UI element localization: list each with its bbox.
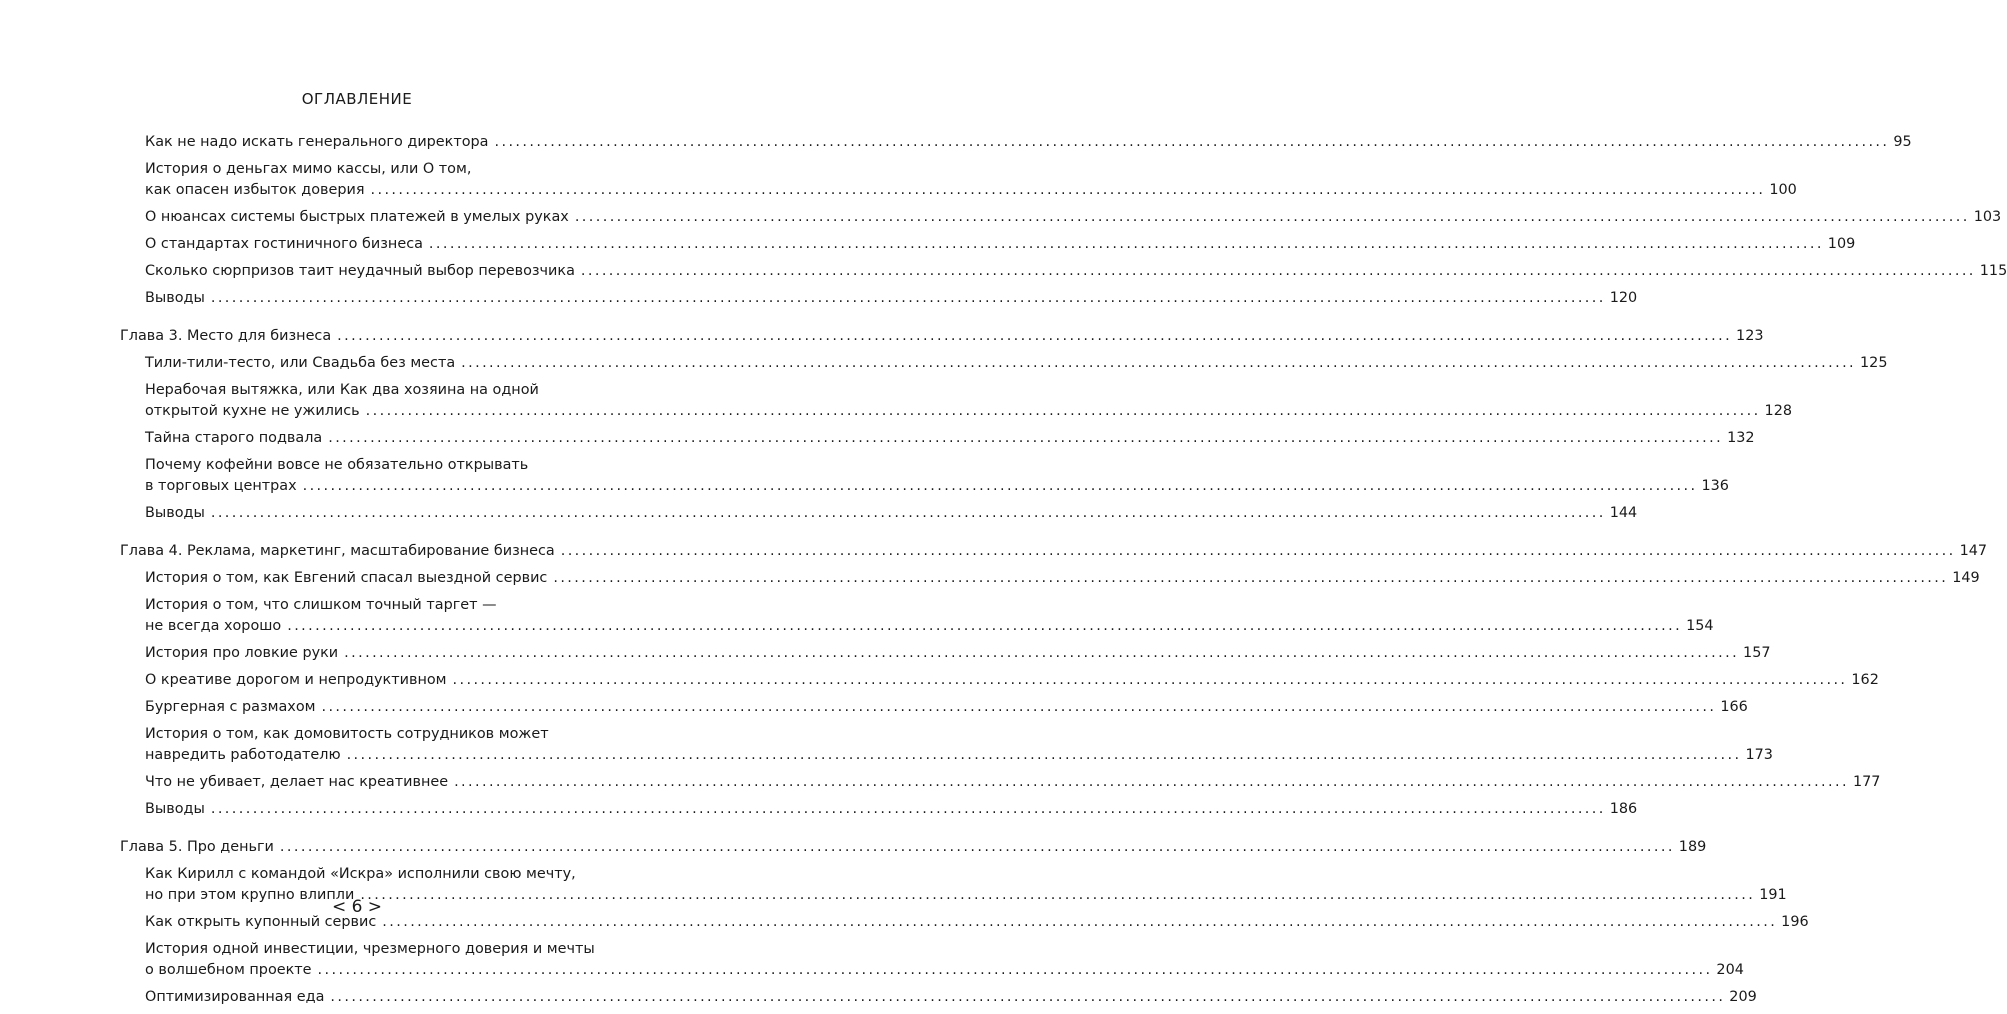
toc-entry-title-line: История о деньгах мимо кассы, или О том, xyxy=(145,161,472,177)
toc-entry xyxy=(145,987,1757,1008)
toc-entry-title-line: История о том, что слишком точный таргет — xyxy=(145,597,497,613)
dot-leader: ........................................................................................................................................................................................................ xyxy=(330,989,1726,1005)
toc-entry xyxy=(145,670,1879,691)
toc-entry-title: открытой кухне не ужились xyxy=(145,403,360,419)
toc-entry xyxy=(145,207,2002,228)
toc-entry-page: 128 xyxy=(1764,403,1793,419)
toc-entry-title: Как не надо искать генерального директора xyxy=(145,134,489,150)
toc-entry-page: 186 xyxy=(1609,801,1638,817)
toc-entry-page: 100 xyxy=(1769,182,1797,198)
toc-entry-page: 147 xyxy=(1959,543,1988,559)
toc-chapter xyxy=(120,541,1988,562)
toc-entry-title: как опасен избыток доверия xyxy=(145,182,365,198)
toc-entry-title: Глава 3. Место для бизнеса xyxy=(120,328,332,344)
toc-entry-title: но при этом крупно влипли xyxy=(145,887,355,903)
dot-leader: ........................................................................................................................................................................................................ xyxy=(560,543,1956,559)
dot-leader: ........................................................................................................................................................................................................ xyxy=(344,645,1740,661)
dot-leader: ........................................................................................................................................................................................................ xyxy=(454,774,1849,790)
toc-entry-page: 95 xyxy=(1893,134,1912,150)
toc-entry-title: Сколько сюрпризов таит неудачный выбор перевозчика xyxy=(145,263,575,279)
toc-entry xyxy=(145,595,1714,637)
toc-entry-title: О нюансах системы быстрых платежей в умелых руках xyxy=(145,209,569,225)
toc-entry xyxy=(145,568,1980,589)
toc-entry xyxy=(145,353,1888,374)
dot-leader: ........................................................................................................................................................................................................ xyxy=(580,263,1976,279)
toc-entry-page: 189 xyxy=(1678,839,1707,855)
toc-entry-page: 149 xyxy=(1952,570,1980,586)
toc-entry-page: 144 xyxy=(1609,505,1638,521)
toc-entry-title: О стандартах гостиничного бизнеса xyxy=(145,236,423,252)
dot-leader: ........................................................................................................................................................................................................ xyxy=(452,672,1848,688)
toc-entry xyxy=(145,799,1638,820)
toc-entry xyxy=(145,503,1638,524)
toc-entry-page: 115 xyxy=(1979,263,2007,279)
page-title: ОГЛАВЛЕНИЕ xyxy=(301,90,413,108)
toc-entry-page: 136 xyxy=(1701,478,1729,494)
dot-leader: ........................................................................................................................................................................................................ xyxy=(370,182,1766,198)
toc-entry xyxy=(145,132,1912,153)
dot-leader: ........................................................................................................................................................................................................ xyxy=(321,699,1717,715)
toc-entry-title-line: Как Кирилл с командой «Искра» исполнили свою мечту, xyxy=(145,866,576,882)
toc-entry-page: 109 xyxy=(1827,236,1856,252)
toc-entry-page: 204 xyxy=(1716,962,1744,978)
dot-leader: ........................................................................................................................................................................................................ xyxy=(210,505,1606,521)
toc-entry-title: Бургерная с размахом xyxy=(145,699,316,715)
toc-entry xyxy=(145,380,1793,422)
toc-entry-title: Тили-тили-тесто, или Свадьба без места xyxy=(145,355,456,371)
toc-entry-page: 157 xyxy=(1743,645,1771,661)
toc-entry-title: о волшебном проекте xyxy=(145,962,312,978)
toc-entry xyxy=(145,697,1748,718)
toc-entry-title: Оптимизированная еда xyxy=(145,989,325,1005)
toc-entry-page: 191 xyxy=(1759,887,1787,903)
toc-entry xyxy=(145,288,1638,309)
toc-entry xyxy=(145,939,1744,981)
toc-entry-page: 196 xyxy=(1781,914,1809,930)
toc-entry-title: Глава 4. Реклама, маркетинг, масштабирование бизнеса xyxy=(120,543,555,559)
toc-entry xyxy=(145,724,1773,766)
dot-leader: ........................................................................................................................................................................................................ xyxy=(279,839,1675,855)
dot-leader: ........................................................................................................................................................................................................ xyxy=(317,962,1713,978)
dot-leader: ........................................................................................................................................................................................................ xyxy=(346,747,1742,763)
toc-entry-title: Выводы xyxy=(145,801,205,817)
toc-entry-title: не всегда хорошо xyxy=(145,618,282,634)
dot-leader: ........................................................................................................................................................................................................ xyxy=(328,430,1724,446)
toc-entry xyxy=(145,234,1856,255)
toc-entry-page: 120 xyxy=(1609,290,1638,306)
page-number: < 6 > xyxy=(331,897,383,917)
toc-entry-title-line: История о том, как домовитость сотрудников может xyxy=(145,726,549,742)
toc-entry-title: Выводы xyxy=(145,505,205,521)
dot-leader: ........................................................................................................................................................................................................ xyxy=(461,355,1857,371)
dot-leader: ........................................................................................................................................................................................................ xyxy=(574,209,1970,225)
toc-entry-title: Тайна старого подвала xyxy=(145,430,323,446)
toc-entry-page: 154 xyxy=(1686,618,1714,634)
toc-entry-title-line: Почему кофейни вовсе не обязательно открывать xyxy=(145,457,529,473)
dot-leader: ........................................................................................................................................................................................................ xyxy=(210,801,1606,817)
toc-entry-title-line: Нерабочая вытяжка, или Как два хозяина на одной xyxy=(145,382,539,398)
toc-entry-title: История про ловкие руки xyxy=(145,645,339,661)
toc-entry-title: История о том, как Евгений спасал выездной сервис xyxy=(145,570,548,586)
toc-entry-title: Как открыть купонный сервис xyxy=(145,914,377,930)
toc-entry-page: 123 xyxy=(1736,328,1764,344)
toc-entry-title: в торговых центрах xyxy=(145,478,297,494)
dot-leader: ........................................................................................................................................................................................................ xyxy=(365,403,1761,419)
toc-entry-title: О креативе дорогом и непродуктивном xyxy=(145,672,447,688)
toc-entry xyxy=(145,428,1755,449)
toc-entry-page: 173 xyxy=(1745,747,1773,763)
toc-entry-page: 166 xyxy=(1720,699,1748,715)
toc-entry xyxy=(145,643,1771,664)
toc-entry-page: 209 xyxy=(1729,989,1757,1005)
dot-leader: ........................................................................................................................................................................................................ xyxy=(382,914,1778,930)
toc-chapter xyxy=(120,326,1764,347)
dot-leader: ........................................................................................................................................................................................................ xyxy=(210,290,1606,306)
dot-leader: ........................................................................................................................................................................................................ xyxy=(337,328,1733,344)
toc-chapter xyxy=(120,837,1707,858)
toc-entry-title: навредить работодателю xyxy=(145,747,341,763)
toc-entry-title: Что не убивает, делает нас креативнее xyxy=(145,774,449,790)
toc-entry xyxy=(145,159,1797,201)
dot-leader: ........................................................................................................................................................................................................ xyxy=(360,887,1756,903)
toc-entry xyxy=(145,455,1729,497)
dot-leader: ........................................................................................................................................................................................................ xyxy=(287,618,1683,634)
toc-entry-title: Выводы xyxy=(145,290,205,306)
dot-leader: ........................................................................................................................................................................................................ xyxy=(302,478,1698,494)
toc-entry xyxy=(145,261,2007,282)
toc-entry-title: Глава 5. Про деньги xyxy=(120,839,274,855)
toc-entry-page: 132 xyxy=(1727,430,1755,446)
toc-entry-page: 103 xyxy=(1973,209,2002,225)
table-of-contents xyxy=(120,132,2007,1014)
dot-leader: ........................................................................................................................................................................................................ xyxy=(428,236,1824,252)
toc-entry xyxy=(145,772,1881,793)
toc-entry-title-line: История одной инвестиции, чрезмерного доверия и мечты xyxy=(145,941,595,957)
toc-entry-page: 125 xyxy=(1860,355,1888,371)
dot-leader: ........................................................................................................................................................................................................ xyxy=(494,134,1890,150)
toc-entry-page: 162 xyxy=(1851,672,1879,688)
toc-entry-page: 177 xyxy=(1852,774,1881,790)
dot-leader: ........................................................................................................................................................................................................ xyxy=(553,570,1949,586)
